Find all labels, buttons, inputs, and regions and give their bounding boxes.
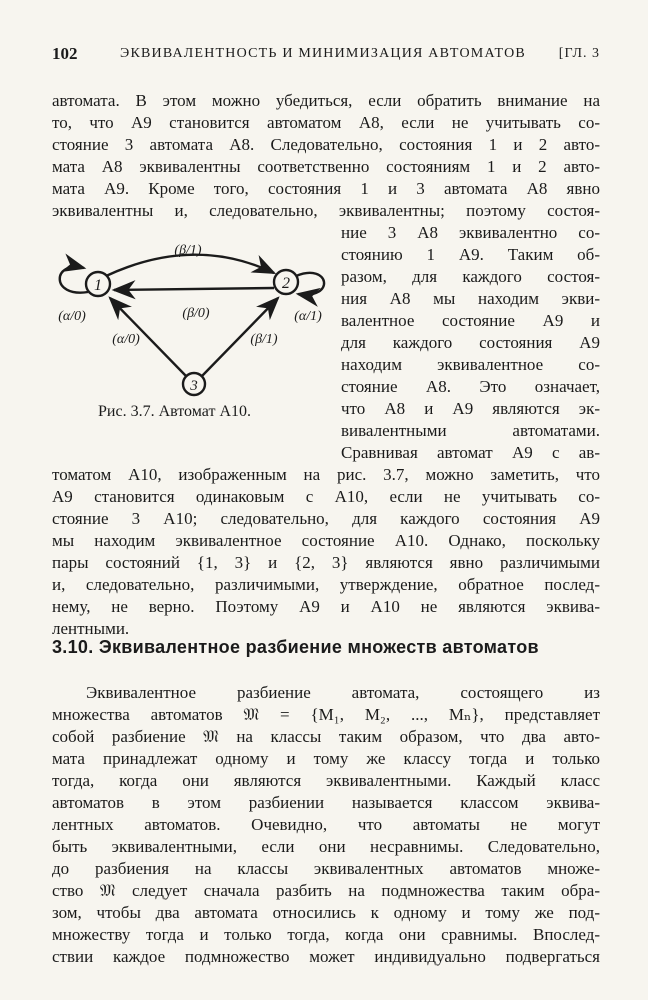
node-3-label: 3 bbox=[190, 378, 198, 394]
text-line: собой разбиение 𝔐 на классы таким образом, что два авто- bbox=[52, 727, 600, 746]
label-left-diag: (α/0) bbox=[112, 332, 140, 347]
text-line: томатом А10, изображенным на рис. 3.7, можно заметить, что bbox=[52, 465, 600, 484]
text-line: то, что А9 становится автоматом А8, если не учитывать со- bbox=[52, 113, 600, 132]
bottom-paragraph bbox=[52, 464, 600, 640]
node-2 bbox=[274, 270, 298, 294]
edge-loop-left bbox=[60, 267, 88, 293]
label-right-diag: (β/1) bbox=[250, 332, 278, 347]
text-line: пары состояний {1, 3} и {2, 3} являются явно различимыми bbox=[52, 553, 600, 572]
text-line: мата А8 эквивалентны соответственно состояниям 1 и 2 авто- bbox=[52, 157, 600, 176]
diagram-svg bbox=[46, 240, 336, 410]
edge-loop-right bbox=[296, 273, 324, 295]
text-line: ство 𝔐 следует сначала разбить на подмножества таким обра- bbox=[52, 881, 600, 900]
label-middle: (β/0) bbox=[182, 306, 210, 321]
text-line: стояние 3 А10; следовательно, для каждого состояния А9 bbox=[52, 509, 600, 528]
page-header bbox=[52, 44, 600, 68]
label-top: (β/1) bbox=[174, 243, 202, 258]
text-line: лентных автоматов. Очевидно, что автоматы не могут bbox=[52, 815, 600, 834]
text-line: множества автоматов 𝔐 = {M₁, M₂, ..., Mₙ}, представляет bbox=[52, 705, 600, 724]
text-line: А9 становится одинаковым с А10, если не учитывать со- bbox=[52, 487, 600, 506]
node-3 bbox=[183, 373, 205, 395]
text-line: автоматов в этом разбиении называется классом эквива- bbox=[52, 793, 600, 812]
text-line: тогда, когда они являются эквивалентными. Каждый класс bbox=[52, 771, 600, 790]
text-line: и, следовательно, различимыми, утверждение, обратное послед- bbox=[52, 575, 600, 594]
text-line: разом, для каждого состоя- bbox=[341, 267, 600, 286]
text-line: до разбиения на классы эквивалентных автоматов множе- bbox=[52, 859, 600, 878]
text-line: стояние 3 автомата А8. Следовательно, состояния 1 и 2 авто- bbox=[52, 135, 600, 154]
page-number: 102 bbox=[52, 44, 78, 63]
text-line: эквивалентны и, следовательно, эквивалентны; поэтому состоя- bbox=[52, 201, 600, 220]
text-line: нему, не верно. Поэтому А9 и А10 не являются эквива- bbox=[52, 597, 600, 616]
text-line: стоянию 1 А9. Таким об- bbox=[341, 245, 600, 264]
node-1 bbox=[86, 272, 110, 296]
text-line: вивалентными автоматами. bbox=[341, 421, 600, 440]
text-line: зом, чтобы два автомата относились к одному и тому же под- bbox=[52, 903, 600, 922]
node-2-label: 2 bbox=[282, 275, 290, 292]
text-line: лентными. bbox=[52, 619, 130, 638]
text-line: мата принадлежат одному и тому же классу тогда и только bbox=[52, 749, 600, 768]
text-line: мы находим эквивалентное состояние А10. Однако, поскольку bbox=[52, 531, 600, 550]
label-loop-right: (α/1) bbox=[294, 309, 322, 324]
text-line: автомата. В этом можно убедиться, если обратить внимание на bbox=[52, 91, 600, 110]
text-line: для каждого состояния А9 bbox=[341, 333, 600, 352]
automaton-diagram bbox=[46, 240, 336, 410]
text-line: ствии каждое подмножество может индивидуально подвергаться bbox=[52, 947, 600, 966]
chapter-label: [ГЛ. 3 bbox=[558, 46, 600, 61]
section-paragraph bbox=[52, 682, 600, 968]
text-line: стояние А8. Это означает, bbox=[341, 377, 600, 396]
text-line: множеству тогда и только тогда, когда они сравнимы. Впослед- bbox=[52, 925, 600, 944]
label-loop-left: (α/0) bbox=[58, 309, 86, 324]
text-line: Сравнивая автомат А9 с ав- bbox=[341, 443, 600, 462]
text-line: находим эквивалентное со- bbox=[341, 355, 600, 374]
edge-middle-line bbox=[114, 288, 274, 290]
node-1-label: 1 bbox=[94, 277, 102, 294]
text-line: Эквивалентное разбиение автомата, состоящего из bbox=[86, 683, 600, 702]
section-title: 3.10. Эквивалентное разбиение множеств автоматов bbox=[52, 637, 539, 657]
top-paragraph bbox=[52, 90, 600, 222]
figure-caption: Рис. 3.7. Автомат А10. bbox=[98, 403, 251, 420]
text-line: ние 3 А8 эквивалентно со- bbox=[341, 223, 600, 242]
text-line: валентное состояние А9 и bbox=[341, 311, 600, 330]
side-text bbox=[341, 222, 600, 464]
text-line: быть эквивалентными, если они несравнимы. Следовательно, bbox=[52, 837, 600, 856]
text-line: ния А8 мы находим экви- bbox=[341, 289, 600, 308]
text-line: что А8 и А9 являются эк- bbox=[341, 399, 600, 418]
running-title: ЭКВИВАЛЕНТНОСТЬ И МИНИМИЗАЦИЯ АВТОМАТОВ bbox=[120, 46, 526, 61]
text-line: мата А9. Кроме того, состояния 1 и 3 автомата А8 явно bbox=[52, 179, 600, 198]
